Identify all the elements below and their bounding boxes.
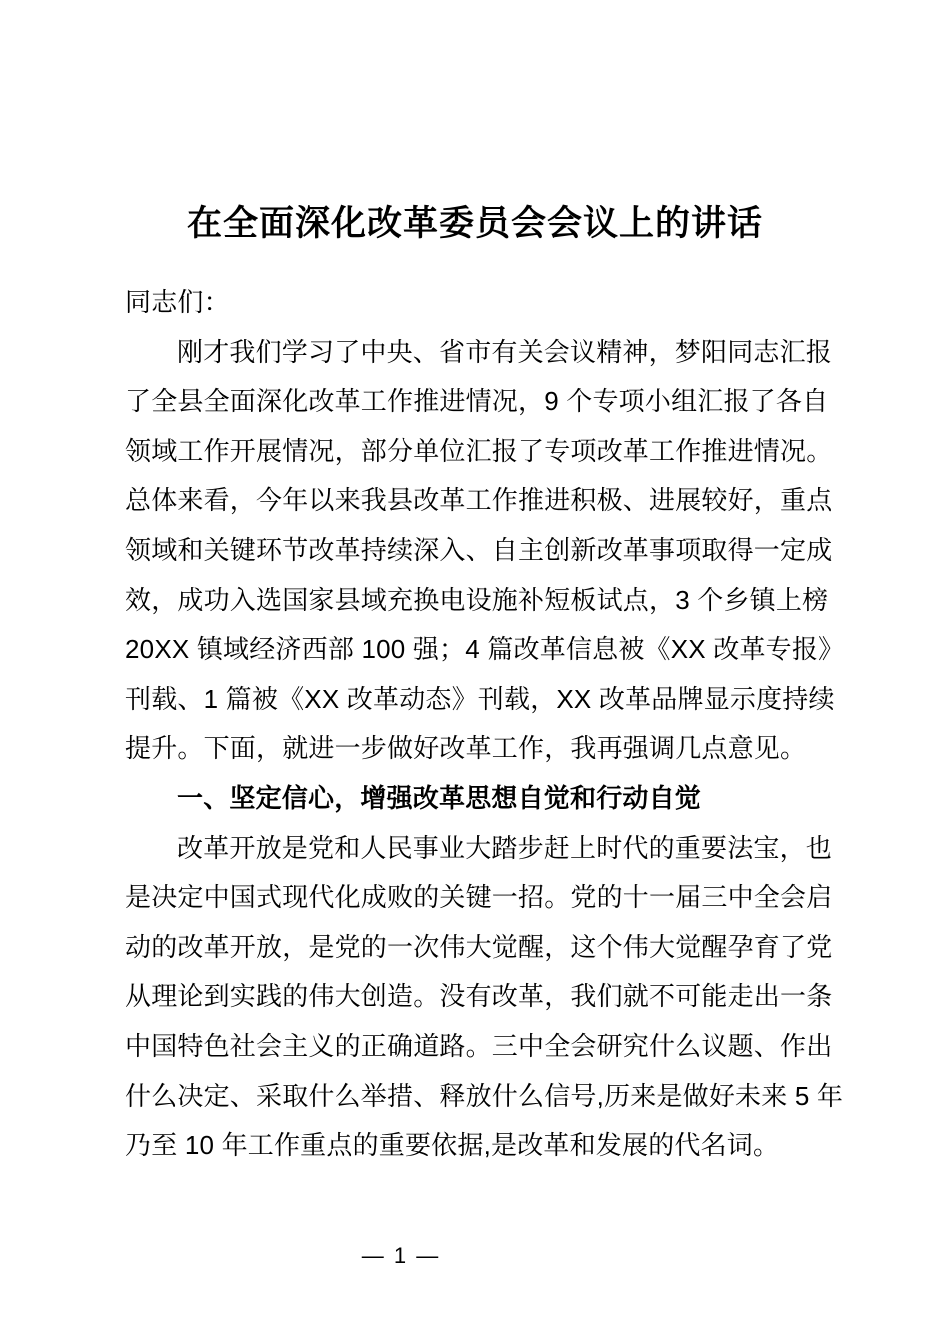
body-line: 从理论到实践的伟大创造。没有改革，我们就不可能走出一条 [125,981,833,1012]
body-line: 效，成功入选国家县域充换电设施补短板试点，3 个乡镇上榜 [125,584,829,615]
body-line: 了全县全面深化改革工作推进情况，9 个专项小组汇报了各自 [125,386,829,417]
body-line: 刊载、1 篇被《XX 改革动态》刊载，XX 改革品牌显示度持续 [125,683,835,714]
document-title: 在全面深化改革委员会会议上的讲话 [186,204,763,244]
body-line: 20XX 镇域经济西部 100 强；4 篇改革信息被《XX 改革专报》 [125,634,845,665]
body-line: 中国特色社会主义的正确道路。三中全会研究什么议题、作出 [125,1030,833,1061]
salutation: 同志们： [125,287,230,317]
body-line: 什么决定、采取什么举措、释放什么信号,历来是做好未来 5 年 [125,1080,844,1111]
body-line: 改革开放是党和人民事业大踏步赶上时代的重要法宝，也 [177,832,833,863]
body-line: 总体来看，今年以来我县改革工作推进积极、进展较好，重点 [125,485,833,516]
body-line: 乃至 10 年工作重点的重要依据,是改革和发展的代名词。 [125,1130,780,1161]
body-line: 动的改革开放，是党的一次伟大觉醒，这个伟大觉醒孕育了党 [125,931,833,962]
document-body [125,278,845,1171]
body-line: 领域工作开展情况，部分单位汇报了专项改革工作推进情况。 [125,435,833,466]
body-line: 提升。下面，就进一步做好改革工作，我再强调几点意见。 [125,733,807,764]
body-line: 刚才我们学习了中央、省市有关会议精神，梦阳同志汇报 [177,336,833,367]
page-number: — 1 — [361,1243,441,1268]
section-heading-1: 一、坚定信心，增强改革思想自觉和行动自觉 [177,782,702,813]
body-line: 是决定中国式现代化成败的关键一招。党的十一届三中全会启 [125,882,833,913]
body-line: 领域和关键环节改革持续深入、自主创新改革事项取得一定成 [125,534,833,565]
